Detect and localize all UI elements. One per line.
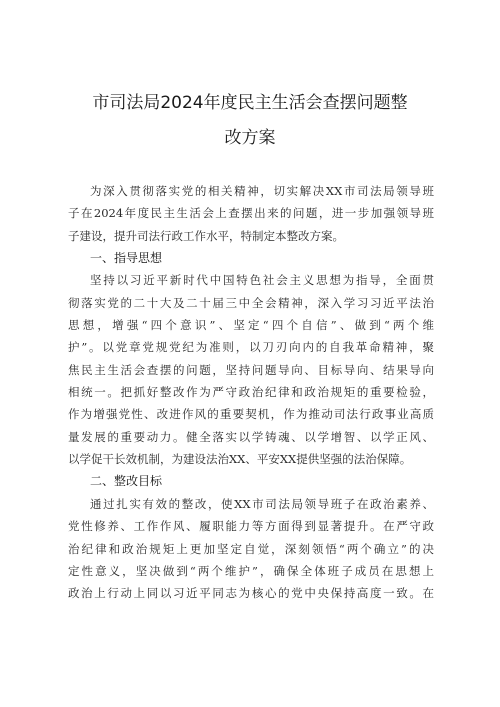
paragraph-line: 作为增强党性、改进作风的重要契机，作为推动司法行政事业高质 [68,407,434,422]
intro-line: 子在2024年度民主生活会上查摆出来的问题，进一步加强领导班 [68,206,434,221]
paragraph-line: 党性修养、工作作风、履职能力等方面得到显著提升。在严守政 [68,519,434,534]
paragraph-line: 通过扎实有效的整改，使XX市司法局领导班子在政治素养、 [90,496,434,511]
paragraph-line: 坚持以习近平新时代中国特色社会主义思想为指导，全面贯 [90,273,434,288]
paragraph-line: 相统一。把抓好整改作为严守政治纪律和政治规矩的重要检验， [68,385,434,400]
paragraph-line: 以学促干长效机制，为建设法治XX、平安XX提供坚强的法治保障。 [68,452,412,467]
paragraph-line: 焦民主生活会查摆的问题，坚持问题导向、目标导向、结果导向 [68,362,434,377]
paragraph-line: 政治上行动上同以习近平同志为核心的党中央保持高度一致。在 [68,586,434,601]
paragraph-line: 彻落实党的二十大及二十届三中全会精神，深入学习习近平法治 [68,295,434,310]
document-title-line-1: 市司法局2024年度民主生活会查摆问题整 [92,93,408,113]
paragraph-line: 治纪律和政治规矩上更加坚定自觉，深刻领悟“两个确立”的决 [68,541,434,556]
paragraph-line: 思想，增强“四个意识”、坚定“四个自信”、做到“两个维 [68,318,434,333]
paragraph-line: 量发展的重要动力。健全落实以学铸魂、以学增智、以学正风、 [68,429,434,444]
paragraph-line: 定性意义，坚决做到“两个维护”，确保全体班子成员在思想上 [68,563,434,578]
document-body [68,180,434,605]
intro-line: 为深入贯彻落实党的相关精神，切实解决XX市司法局领导班 [90,184,434,198]
section-heading-rectification-goals: 二、整改目标 [90,474,163,489]
paragraph-line: 护”。以党章党规党纪为准则，以刀刃向内的自我革命精神，聚 [68,340,434,355]
intro-line: 子建设，提升司法行政工作水平，特制定本整改方案。 [68,228,344,243]
document-title-line-2: 改方案 [224,128,276,148]
section-heading-guiding-thought: 一、指导思想 [90,251,163,266]
